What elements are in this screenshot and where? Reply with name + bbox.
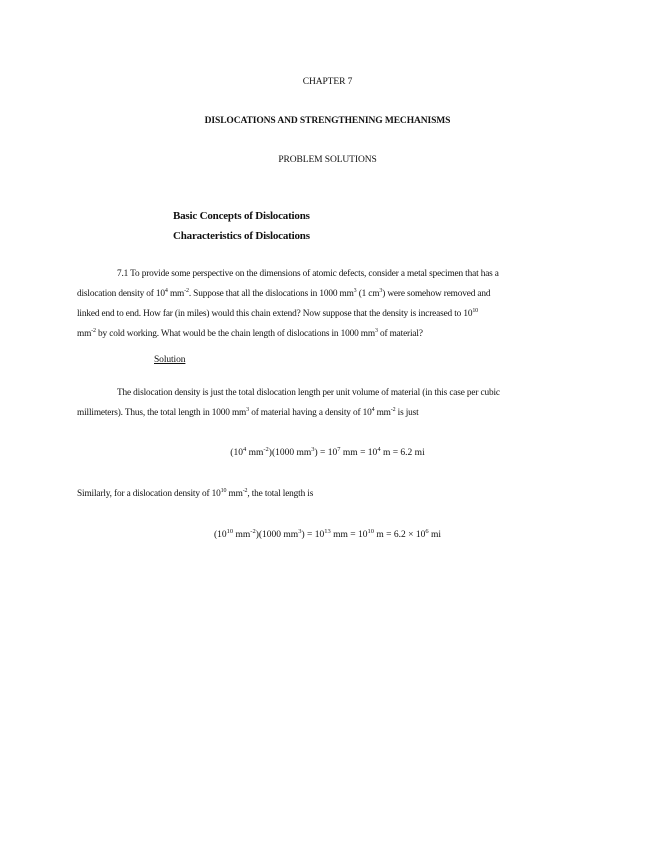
equation-2 — [0, 530, 655, 540]
subtitle: PROBLEM SOLUTIONS — [278, 155, 377, 165]
text: of material having a density of 10 — [249, 408, 372, 418]
text: Similarly, for a dislocation density of 10 — [77, 489, 221, 499]
chapter-label: CHAPTER 7 — [302, 77, 353, 87]
eq-sup: -2 — [263, 446, 269, 453]
superscript: -2 — [184, 288, 189, 294]
text: by cold working. What would be the chain length of dislocations in 1000 mm — [95, 329, 375, 339]
eq-text: ) = 10 — [301, 530, 325, 540]
superscript: 10 — [220, 488, 227, 494]
solution-paragraph — [77, 383, 577, 423]
text: mm — [374, 408, 391, 418]
text: . Suppose that all the dislocations in 1000 mm — [188, 289, 354, 299]
eq-sup: 4 — [242, 446, 247, 453]
text: , the total length is — [247, 489, 314, 499]
text: millimeters). Thus, the total length in 1000 mm — [77, 408, 247, 418]
eq-text: (10 — [230, 448, 243, 458]
eq-text: m = 6.2 × 10 — [374, 530, 426, 540]
solution-label — [154, 355, 185, 365]
text: linked end to end. How far (in miles) would this chain extend? Now suppose that the density is increased to 10 — [77, 309, 473, 319]
text: dislocation density of 10 — [77, 289, 165, 299]
eq-text: mi — [428, 530, 442, 540]
superscript: -2 — [390, 407, 396, 413]
problem-line-3 — [77, 304, 577, 324]
superscript: 3 — [379, 288, 383, 294]
eq-text: mm = 10 — [340, 448, 378, 458]
eq-sup: 3 — [298, 528, 302, 535]
problem-statement — [77, 264, 577, 344]
chapter-title: DISLOCATIONS AND STRENGTHENING MECHANISMS — [204, 116, 451, 126]
solution-line-1: The dislocation density is just the total dislocation length per unit volume of material (in this case per cubic — [117, 388, 500, 398]
eq-sup: 4 — [377, 446, 381, 453]
text: mm — [77, 329, 92, 339]
superscript: 3 — [353, 288, 357, 294]
equation-1 — [0, 448, 655, 458]
text: mm — [226, 489, 243, 499]
section-heading-2: Characteristics of Dislocations — [173, 230, 310, 242]
eq-text: mm — [233, 530, 251, 540]
text: is just — [395, 408, 419, 418]
superscript: 10 — [472, 308, 479, 314]
eq-text: mm — [246, 448, 264, 458]
solution-line-2 — [77, 403, 577, 423]
eq-sup: 7 — [337, 446, 341, 453]
eq-text: m = 6.2 mi — [380, 448, 425, 458]
text: ) were somehow removed and — [382, 289, 491, 299]
solution-label-text: Solution — [154, 355, 186, 365]
eq-text: )(1000 mm — [255, 530, 299, 540]
superscript: -2 — [242, 488, 248, 494]
problem-line-2 — [77, 284, 577, 304]
eq-sup: 3 — [311, 446, 315, 453]
problem-line-4 — [77, 324, 577, 344]
eq-sup: 10 — [226, 528, 234, 535]
similarly-line — [77, 484, 577, 504]
eq-sup: 10 — [367, 528, 374, 535]
eq-text: ) = 10 — [314, 448, 338, 458]
eq-sup: -2 — [250, 528, 256, 535]
eq-text: mm = 10 — [330, 530, 368, 540]
eq-sup: 6 — [425, 528, 429, 535]
section-heading-1: Basic Concepts of Dislocations — [173, 210, 310, 222]
text: mm — [167, 289, 185, 299]
superscript: 4 — [164, 288, 168, 294]
problem-line-1: 7.1 To provide some perspective on the dimensions of atomic defects, consider a metal specimen that has a — [117, 269, 499, 279]
eq-text: )(1000 mm — [268, 448, 312, 458]
text: (1 cm — [356, 289, 380, 299]
superscript: 4 — [371, 407, 375, 413]
superscript: 3 — [374, 328, 378, 334]
eq-text: (10 — [213, 530, 227, 540]
superscript: -2 — [91, 328, 96, 334]
superscript: 3 — [246, 407, 250, 413]
similarly-text — [77, 484, 577, 504]
eq-sup: 13 — [324, 528, 331, 535]
text: of material? — [377, 329, 423, 339]
